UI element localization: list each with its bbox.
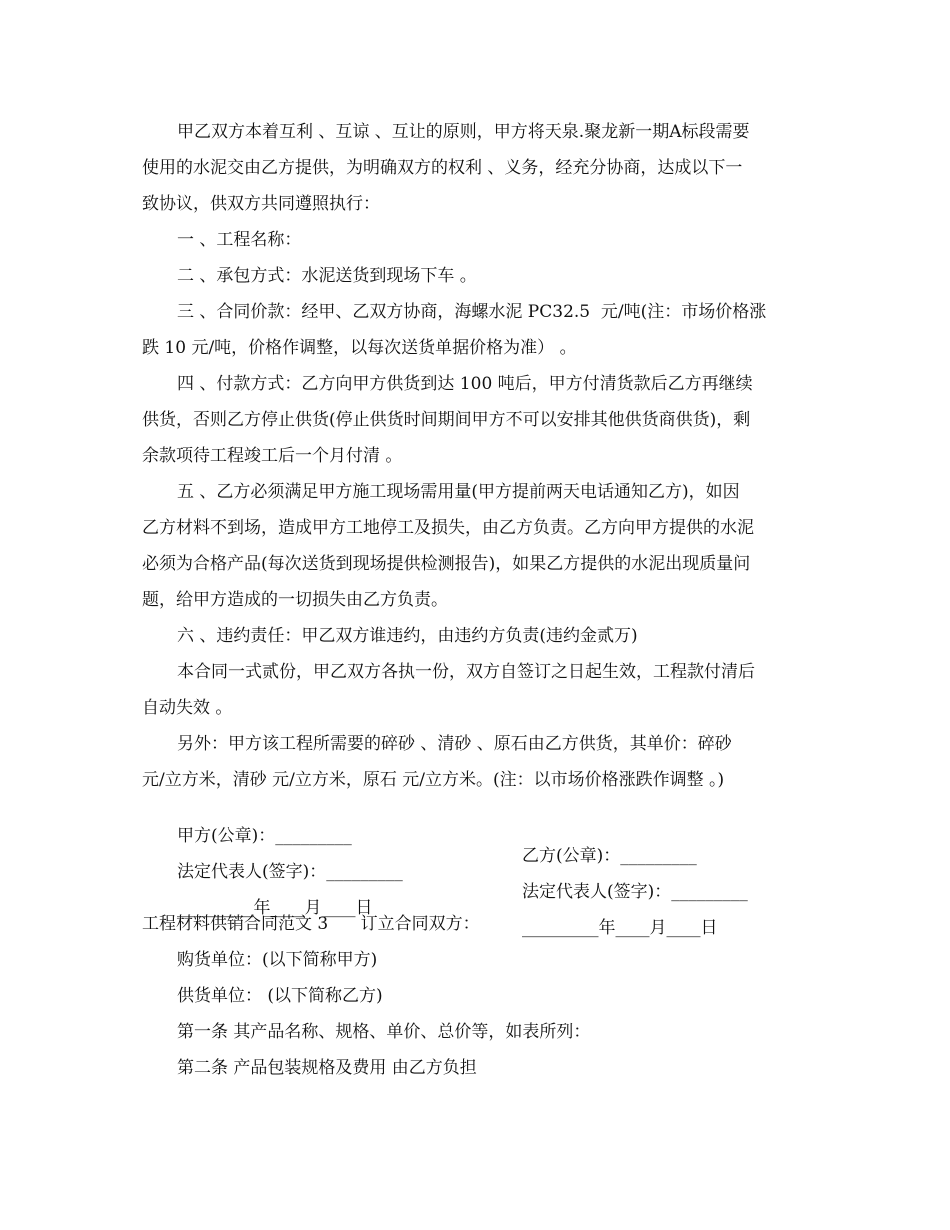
clause-project-name: 一 、工程名称： [177,230,302,250]
clause-payment-line-2: 供货，否则乙方停止供货(停止供货时间期间甲方不可以安排其他供货商供货)，剩 [142,410,751,430]
party-a-representative: 法定代表人(签字)：_________ [177,862,403,882]
party-a-seal: 甲方(公章)：_________ [177,826,352,846]
article-2: 第二条 产品包装规格及费用 由乙方负担 [177,1058,477,1078]
section-heading-contract-3: 工程材料供销合同范文 3 订立合同双方： [142,914,480,934]
clause-breach: 六 、违约责任：甲乙双方谁违约，由违约方负责(违约金贰万) [177,626,638,646]
article-1: 第一条 其产品名称、规格、单价、总价等，如表所列： [177,1022,591,1042]
clause-price-line-2: 跌 10 元/吨，价格作调整，以每次送货单据价格为准） 。 [142,338,577,358]
clause-effect-line-2: 自动失效 。 [142,698,233,718]
clause-extra-line-2: 元/立方米，清砂 元/立方米，原石 元/立方米。(注：以市场价格涨跌作调整 。) [142,770,725,790]
supplier-unit: 供货单位： (以下简称乙方) [177,986,383,1006]
clause-supply-line-2: 乙方材料不到场，造成甲方工地停工及损失，由乙方负责。乙方向甲方提供的水泥 [142,518,754,538]
clause-payment-line-1: 四 、付款方式：乙方向甲方供货到达 100 吨后，甲方付清货款后乙方再继续 [177,374,753,394]
clause-price-line-1: 三 、合同价款：经甲、乙双方协商，海螺水泥 PC32.5 元/吨(注：市场价格涨 [177,302,767,322]
paragraph-intro-line-2: 使用的水泥交由乙方提供，为明确双方的权利 、义务，经充分协商，达成以下一 [142,158,743,178]
clause-effect-line-1: 本合同一式贰份，甲乙双方各执一份，双方自签订之日起生效，工程款付清后 [177,662,755,682]
clause-payment-line-3: 余款项待工程竣工后一个月付清 。 [142,446,403,466]
clause-supply-line-4: 题，给甲方造成的一切损失由乙方负责。 [142,590,448,610]
buyer-unit: 购货单位：(以下简称甲方) [177,950,378,970]
party-a-date: _________年____月____日 [177,898,373,918]
party-b-representative: 法定代表人(签字)：_________ [522,882,748,902]
paragraph-intro-line-1: 甲乙双方本着互利 、互谅 、互让的原则，甲方将天泉.聚龙新一期A标段需要 [177,122,750,142]
party-b-date: _________年____月____日 [522,918,718,938]
party-b-seal: 乙方(公章)：_________ [522,846,697,866]
clause-extra-line-1: 另外：甲方该工程所需要的碎砂 、清砂 、原石由乙方供货，其单价：碎砂 [177,734,732,754]
clause-supply-line-1: 五 、乙方必须满足甲方施工现场需用量(甲方提前两天电话通知乙方)，如因 [177,482,740,502]
clause-supply-line-3: 必须为合格产品(每次送货到现场提供检测报告)，如果乙方提供的水泥出现质量问 [142,554,751,574]
clause-contract-method: 二 、承包方式：水泥送货到现场下车 。 [177,266,477,286]
paragraph-intro-line-3: 致协议，供双方共同遵照执行： [142,194,380,214]
